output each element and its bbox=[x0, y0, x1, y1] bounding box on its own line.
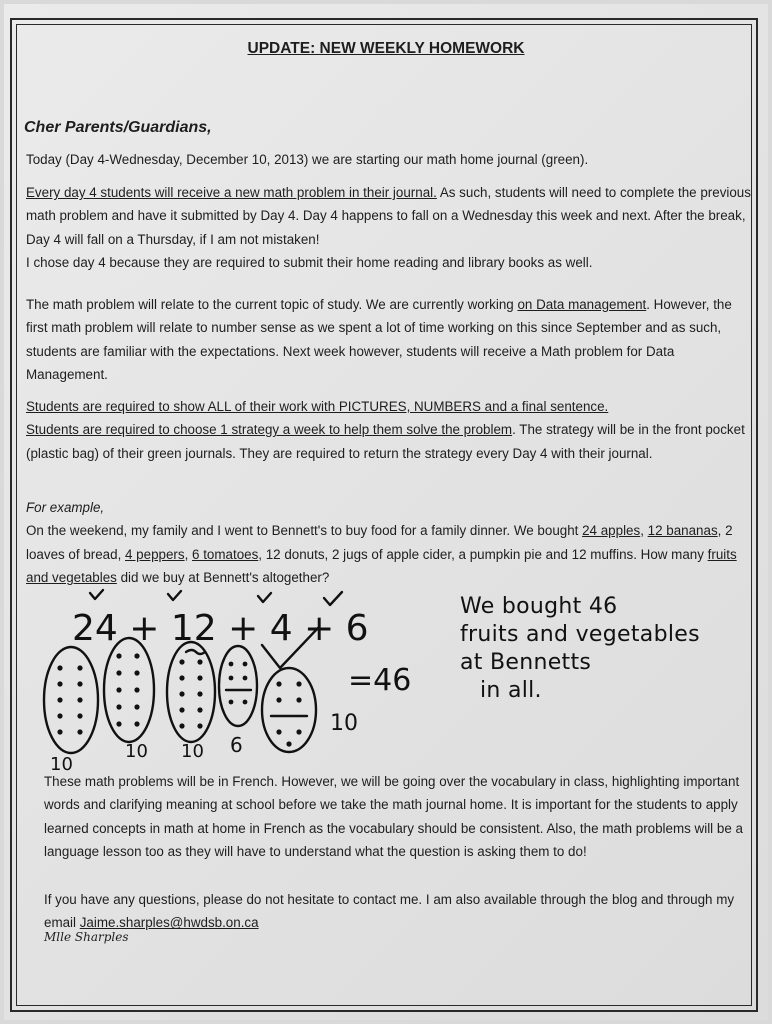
topic-text-rest: . However, the first math problem will relate to number sense as we spent a lot of time working on this since September and as such, students are familiar with the expectations. Next week however, students will receive a Math problem for Data Management. bbox=[26, 297, 732, 383]
tick-24 bbox=[90, 590, 103, 599]
handwritten-answer bbox=[460, 593, 700, 705]
handwritten-equation: 24 + 12 + 4 + 6 bbox=[72, 608, 369, 649]
example-text-3: , 2 loaves of bread, bbox=[26, 523, 733, 562]
greeting: Cher Parents/Guardians, bbox=[24, 119, 212, 136]
scribble bbox=[186, 650, 205, 654]
intro-paragraph: Today (Day 4-Wednesday, December 10, 2013) we are starting our math home journal (green). bbox=[26, 152, 589, 167]
contact-text: If you have any questions, please do not hesitate to contact me. I am also available through the blog and through my email bbox=[44, 892, 735, 931]
example-apples: 24 apples bbox=[582, 523, 641, 539]
answer-line-4: in all. bbox=[480, 678, 542, 703]
example-bananas: 12 bananas bbox=[647, 523, 718, 539]
group-label-4: 6 bbox=[230, 733, 243, 757]
requirement-work: Students are required to show ALL of their work with PICTURES, NUMBERS and a final sentence. bbox=[26, 399, 609, 414]
tick-6 bbox=[324, 592, 342, 605]
topic-emphasis: on Data management bbox=[517, 297, 647, 312]
example-peppers: 4 peppers bbox=[125, 546, 185, 562]
tick-4 bbox=[258, 593, 271, 602]
group-label-5: 10 bbox=[330, 711, 358, 736]
group-oval-5 bbox=[262, 668, 316, 752]
group-label-2: 10 bbox=[125, 741, 148, 762]
topic-text-start: The math problem will relate to the current topic of study. We are currently working bbox=[26, 297, 518, 312]
requirement-text: . The strategy will be in the front pocket (plastic bag) of their green journals. They are required to return the strategy every Day 4 with their journal. bbox=[26, 422, 745, 461]
example-text-6: did we buy at Bennett's altogether? bbox=[116, 570, 330, 586]
group-label-1: 10 bbox=[50, 754, 73, 775]
example-label: For example, bbox=[26, 500, 105, 515]
answer-line-3: at Bennetts bbox=[460, 650, 592, 675]
schedule-emphasis: Every day 4 students will receive a new math problem in their journal. bbox=[26, 185, 437, 200]
group-oval-1 bbox=[44, 647, 98, 753]
example-text-4: , bbox=[184, 546, 193, 562]
tick-12 bbox=[168, 591, 181, 600]
group-label-3: 10 bbox=[181, 741, 204, 762]
signature: Mlle Sharples bbox=[44, 930, 129, 944]
document-title: UPDATE: NEW WEEKLY HOMEWORK bbox=[247, 40, 525, 57]
handwritten-result: =46 bbox=[348, 663, 412, 698]
answer-line-1: We bought 46 bbox=[460, 594, 618, 619]
group-oval-3 bbox=[167, 642, 215, 742]
answer-line-2: fruits and vegetables bbox=[460, 622, 700, 647]
group-oval-2 bbox=[104, 638, 154, 742]
example-text-1: On the weekend, my family and I went to Bennett's to buy food for a family dinner. We bought bbox=[26, 523, 583, 539]
schedule-text: As such, students will need to complete the previous math problem and have it submitted by Day 4. Day 4 happens to fall on a Wednesday this week and next. After the break, Day 4 will fall on a Thursday, if I am not mistaken! bbox=[26, 185, 751, 247]
group-oval-4 bbox=[219, 646, 257, 726]
paragraph-contact bbox=[44, 888, 744, 935]
example-tomatoes: 6 tomatoes bbox=[192, 546, 259, 562]
example-text-5: , 12 donuts, 2 jugs of apple cider, a pumpkin pie and 12 muffins. How many bbox=[258, 546, 708, 562]
paragraph-french: These math problems will be in French. However, we will be going over the vocabulary in class, highlighting important words and clarifying meaning at school before we take the math journal home. It is important for the students to apply learned concepts in math at home in French as the vocabulary should be consistent. Also, the math problems will be a language lesson too as they will have to understand what the question is asking them to do! bbox=[44, 774, 743, 860]
email-link[interactable]: Jaime.sharples@hwdsb.on.ca bbox=[79, 915, 259, 931]
requirement-strategy: Students are required to choose 1 strategy a week to help them solve the problem bbox=[26, 422, 513, 438]
example-text-2: , bbox=[640, 523, 648, 539]
schedule-reason: I chose day 4 because they are required to submit their home reading and library books as well. bbox=[26, 255, 593, 271]
example-fruits-vegetables: fruits and vegetables bbox=[26, 546, 737, 586]
